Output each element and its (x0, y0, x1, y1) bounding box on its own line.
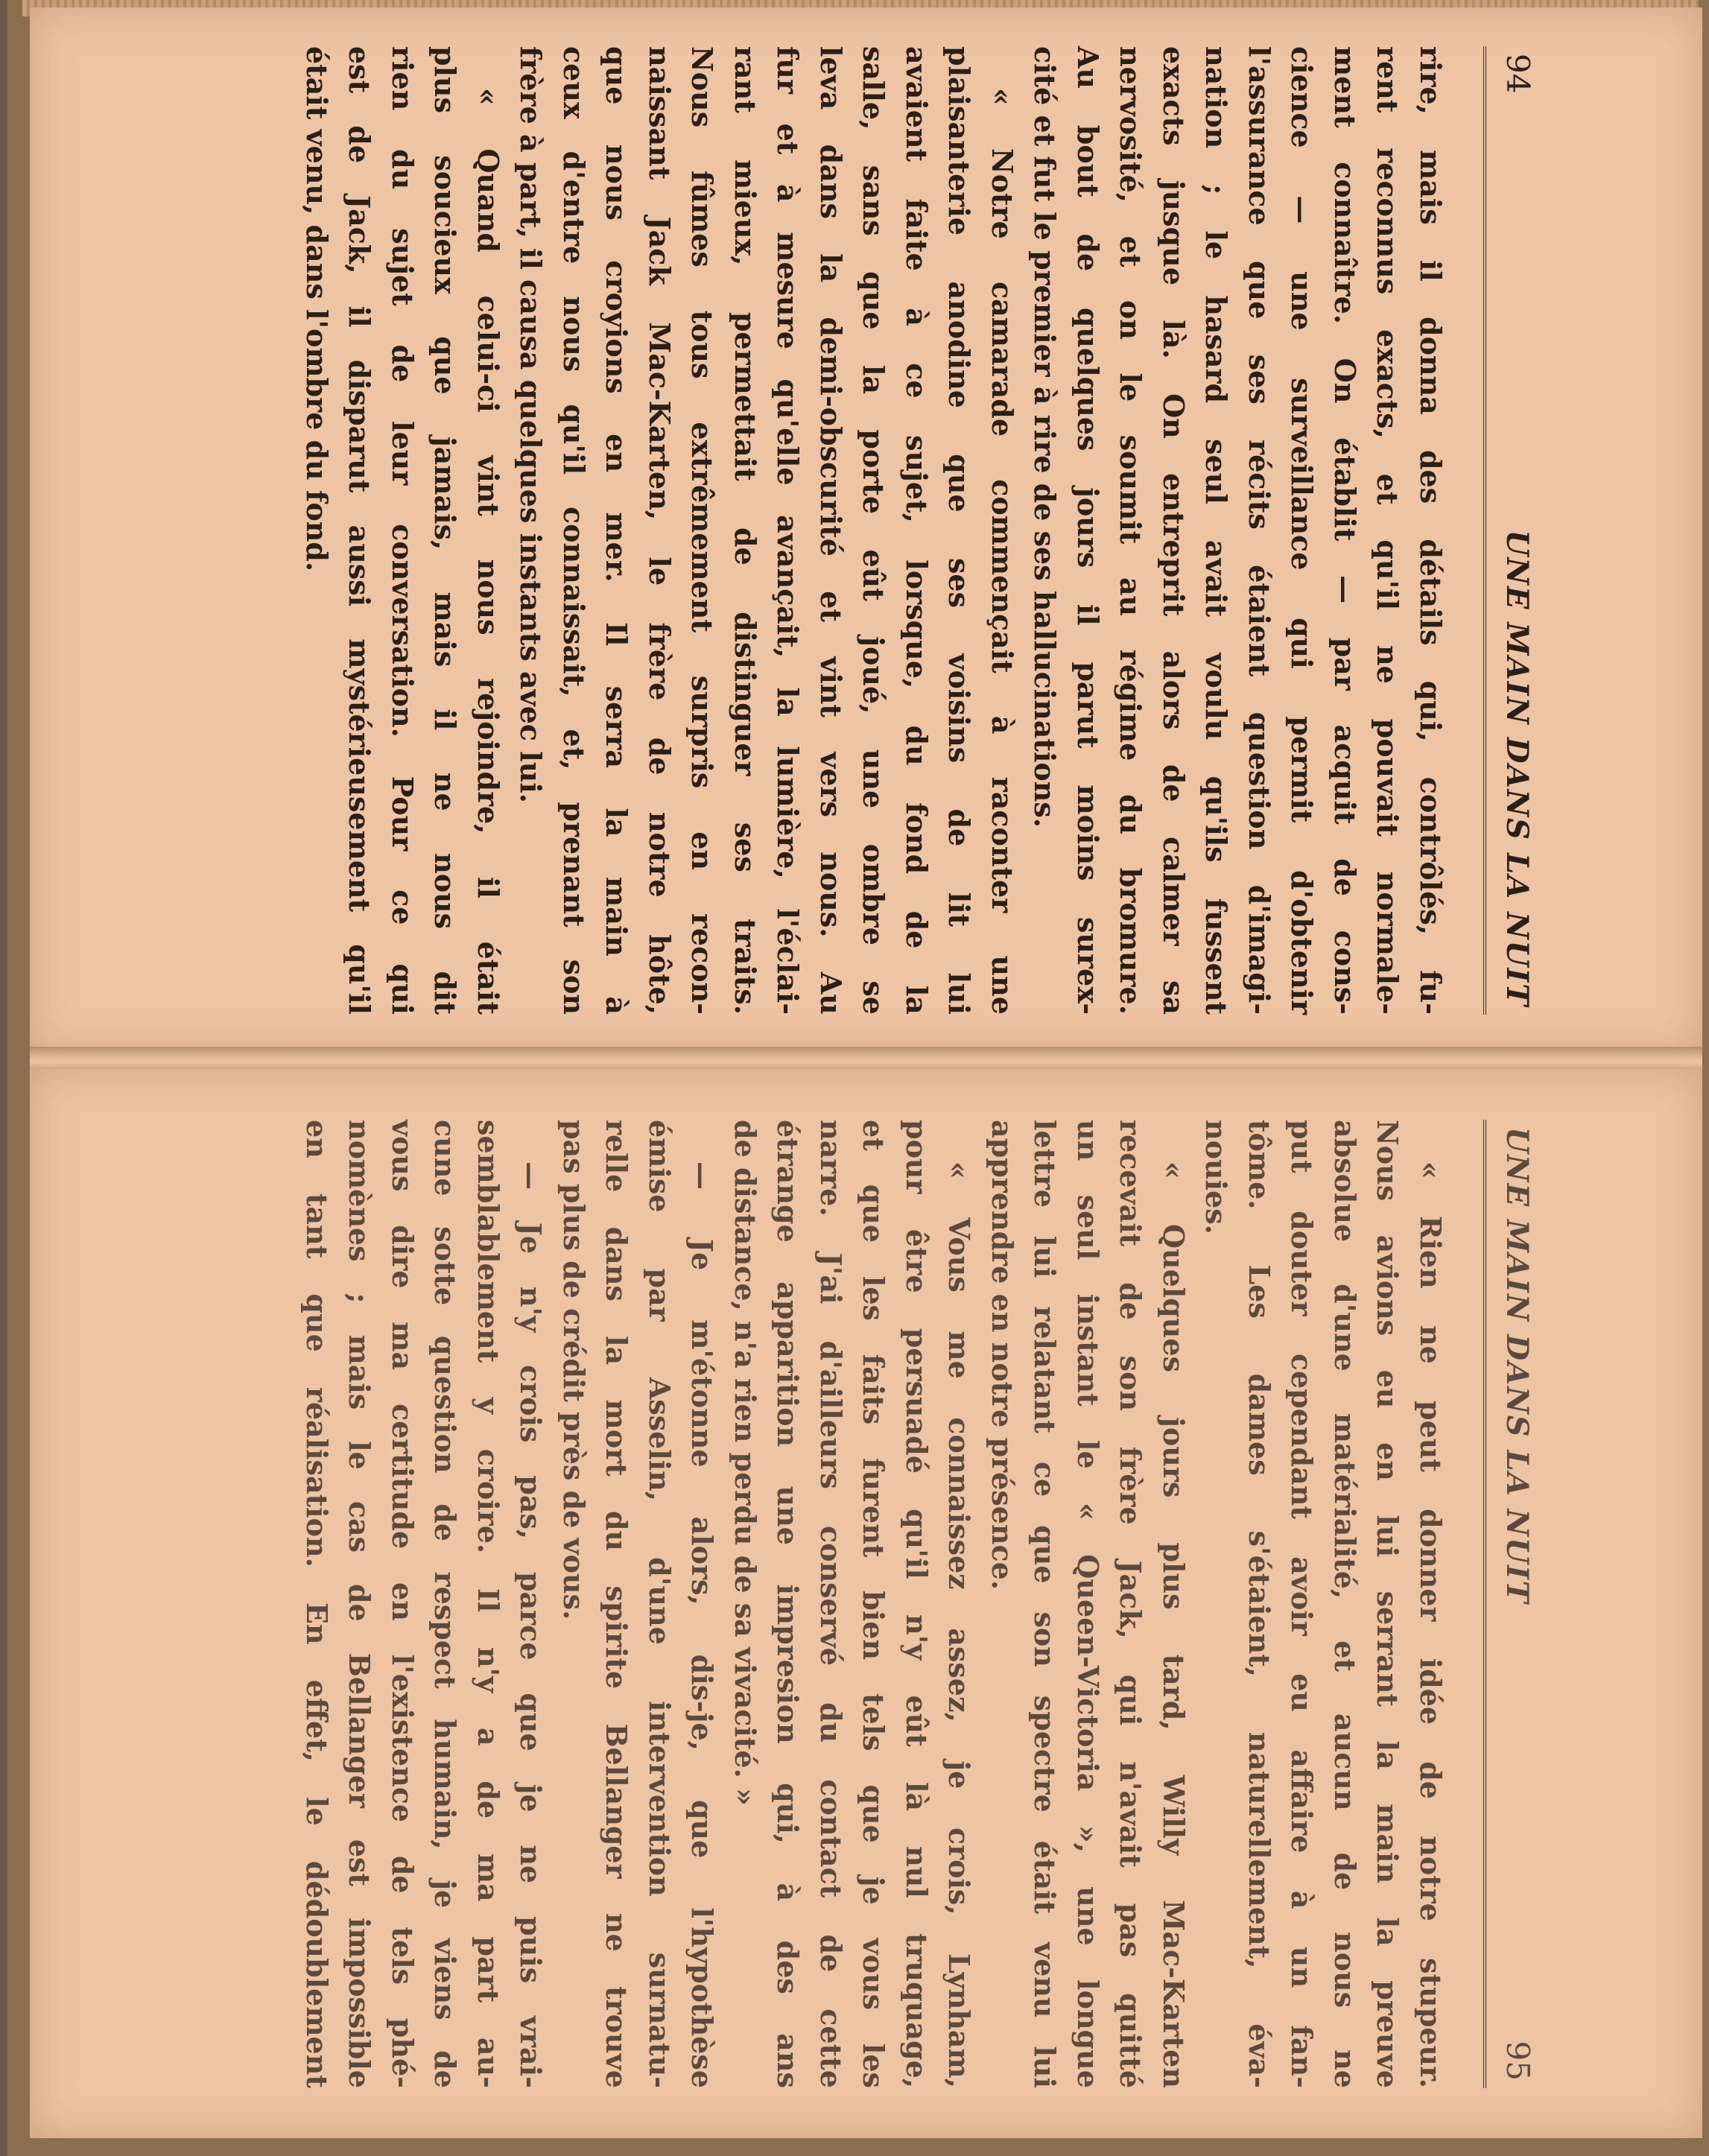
text-line: ceux d'entre nous qu'il connaissait, et, prenant son (557, 46, 591, 1015)
text-line: pas plus de crédit près de vous. (557, 1120, 591, 1620)
running-title: UNE MAIN DANS LA NUIT (1500, 530, 1535, 1007)
text-line: nation ; le hasard seul avait voulu qu'ils fussent (1199, 46, 1234, 1015)
text-line: « Rien ne peut donner idée de notre stupeur. (1414, 1161, 1448, 2088)
text-line: — Je m'étonne alors, dis-je, que l'hypothèse (685, 1161, 720, 2088)
text-line: pour être persuadé qu'il n'y eût là nul truquage, (900, 1120, 933, 2088)
text-line: absolue d'une matérialité, et aucun de nous ne (1328, 1120, 1362, 2088)
text-line: apprendre en notre présence. (986, 1120, 1019, 1591)
text-line: de distance, n'a rien perdu de sa vivacité. » (729, 1120, 762, 1806)
text-line: Au bout de quelques jours il parut moins surex- (1071, 46, 1105, 1015)
text-line: émise par Asselin, d'une intervention surnatu- (643, 1120, 676, 2088)
text-line: narre. J'ai d'ailleurs conservé du contact de cette (814, 1120, 848, 2088)
text-line: fur et à mesure qu'elle avançait, la lumière, l'éclai- (771, 46, 805, 1015)
text-line: « Vous me connaissez assez, je crois, Lynham, (942, 1161, 977, 2088)
running-title: UNE MAIN DANS LA NUIT (1500, 1127, 1535, 1605)
text-line: relle dans la mort du spirite Bellanger ne trouve (600, 1120, 634, 2088)
text-line: cience — une surveillance qui permit d'obtenir (1285, 46, 1319, 1015)
text-line: nervosité, et on le soumit au régime du bromure. (1114, 46, 1148, 1015)
text-line: nouies. (1199, 1120, 1234, 1234)
text-line: recevait de son frère Jack, qui n'avait pas quitté (1114, 1120, 1148, 2088)
page-94-text-block (195, 46, 1536, 1015)
text-line: avaient faite à ce sujet, lorsque, du fond de la (900, 46, 933, 1015)
text-line: lettre lui relatant ce que son spectre était venu lui (1028, 1120, 1062, 2088)
text-line: plus soucieux que jamais, mais il ne nous dit (428, 46, 463, 1015)
text-line: ment connaître. On établit — par acquit de cons- (1328, 46, 1362, 1015)
text-line: « Notre camarade commençait à raconter une (986, 88, 1019, 1015)
page-94 (30, 7, 1702, 1054)
open-book (7, 0, 1709, 2156)
text-line: rien du sujet de leur conversation. Pour ce qui (386, 46, 419, 1015)
running-head (1483, 1120, 1536, 2088)
text-line: étrange apparition une impresion qui, à des ans (771, 1120, 805, 2088)
page-95 (30, 1069, 1702, 2138)
text-line: exacts jusque là. On entreprit alors de calmer sa (1157, 46, 1190, 1015)
text-line: un seul instant le « Queen-Victoria », une longue (1071, 1120, 1105, 2088)
text-line: rire, mais il donna des détails qui, contrôlés, fu- (1414, 46, 1448, 1015)
text-line: rent reconnus exacts, et qu'il ne pouvait normale- (1371, 46, 1405, 1015)
text-line: leva dans la demi-obscurité et vint vers nous. Au (814, 46, 848, 1015)
text-line: « Quelques jours plus tard, Willy Mac-Karten (1157, 1161, 1190, 2088)
text-line: naissant Jack Mac-Karten, le frère de notre hôte, (643, 46, 676, 1015)
text-line: cune sotte question de respect humain, je viens de (428, 1120, 463, 2088)
page-95-text-block (195, 1120, 1536, 2088)
text-line: tôme. Les dames s'étaient, naturellement, éva- (1243, 1120, 1276, 2088)
text-line: put douter cependant avoir eu affaire à un fan- (1285, 1120, 1319, 2088)
page-number: 94 (1500, 54, 1536, 94)
text-line: et que les faits furent bien tels que je vous les (857, 1120, 891, 2088)
page-number: 95 (1500, 2041, 1536, 2081)
body-text (296, 1120, 1453, 2088)
text-line: vous dire ma certitude en l'existence de tels phé- (386, 1120, 419, 2088)
text-line: que nous croyions en mer. Il serra la main à (600, 46, 634, 1015)
text-line: frère à part, il causa quelques instants avec lui. (514, 46, 548, 803)
text-line: en tant que réalisation. En effet, le dédoublement (300, 1120, 334, 2088)
text-line: salle, sans que la porte eût joué, une ombre se (857, 46, 891, 1015)
text-line: Nous fûmes tous extrêmement surpris en recon- (685, 46, 720, 1015)
text-line: nomènes ; mais le cas de Bellanger est impossible (343, 1120, 377, 2088)
body-text (296, 46, 1453, 1015)
running-head (1483, 46, 1536, 1015)
text-line: était venu, dans l'ombre du fond. (300, 46, 334, 572)
text-line: l'assurance que ses récits étaient question d'imagi- (1243, 46, 1276, 1015)
text-line: « Quand celui-ci vint nous rejoindre, il était (472, 88, 505, 1015)
text-line: cité et fut le premier à rire de ses hallucinations. (1028, 46, 1062, 828)
text-line: est de Jack, il disparut aussi mystérieusement qu'il (343, 46, 377, 1015)
text-line: — Je n'y crois pas, parce que je ne puis vrai- (514, 1161, 548, 2088)
text-line: Nous avions eu en lui serrant la main la preuve (1371, 1120, 1405, 2088)
text-line: rant mieux, permettait de distinguer ses traits. (729, 46, 762, 1015)
text-line: semblablement y croire. Il n'y a de ma part au- (472, 1120, 505, 2088)
text-line: plaisanterie anodine que ses voisins de lit lui (942, 46, 977, 1015)
